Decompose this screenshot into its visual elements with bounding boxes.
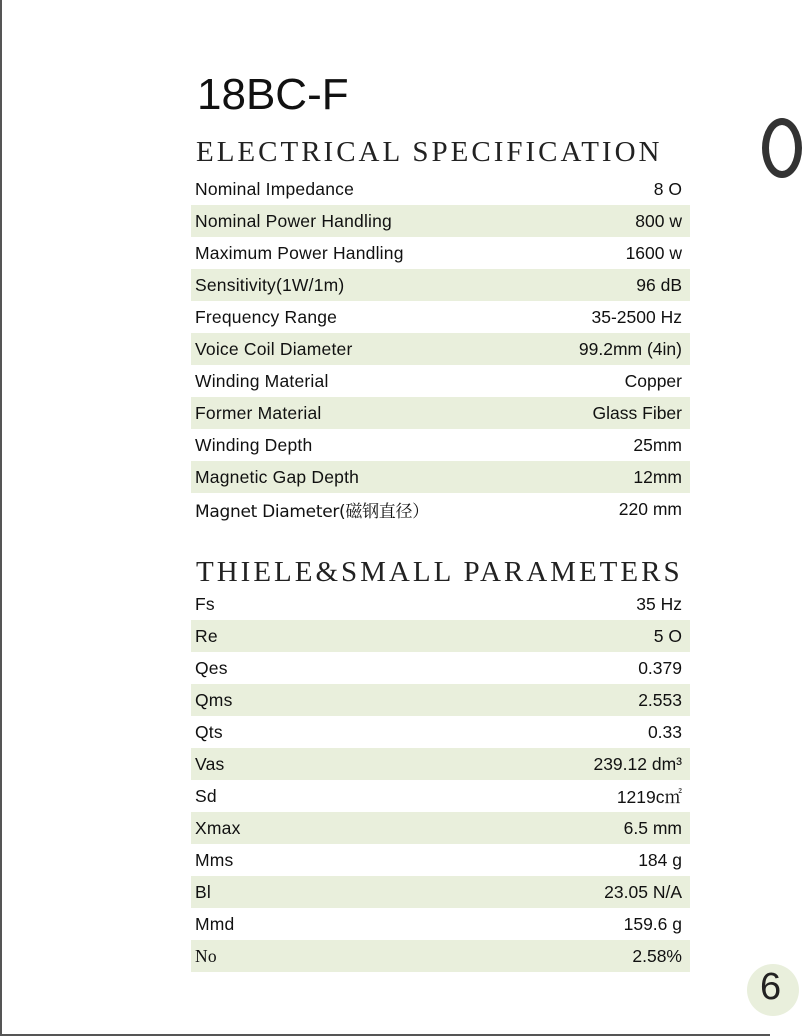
param-label: Qms: [195, 689, 233, 710]
spec-label: Winding Depth: [195, 434, 313, 455]
param-label: Xmax: [195, 817, 241, 838]
param-row-fs: [191, 588, 690, 620]
param-label: Bl: [195, 881, 211, 902]
param-label: Qts: [195, 721, 223, 742]
spec-row-frequency-range: [191, 301, 690, 333]
param-value: 184 g: [638, 849, 682, 870]
param-row-bl: [191, 876, 690, 908]
spec-row-nominal-impedance: [191, 173, 690, 205]
thiele-small-section-title: THIELE&SMALL PARAMETERS: [196, 556, 683, 588]
param-label: No: [195, 945, 217, 966]
spec-row-magnet-diameter: [191, 493, 690, 525]
param-label: Mmd: [195, 913, 235, 934]
param-row-mms: [191, 844, 690, 876]
param-value: 35 Hz: [636, 593, 682, 614]
param-row-qts: [191, 716, 690, 748]
spec-row-voice-coil-diameter: [191, 333, 690, 365]
param-label: Vas: [195, 753, 225, 774]
param-row-mmd: [191, 908, 690, 940]
edge-decoration: [762, 118, 802, 178]
param-value: 0.379: [638, 657, 682, 678]
param-value: 2.553: [638, 689, 682, 710]
spec-value: 99.2mm (4in): [578, 338, 682, 359]
page-border-left: [0, 0, 2, 1036]
param-value: 0.33: [647, 721, 682, 742]
spec-value: 35-2500 Hz: [591, 306, 682, 327]
param-value: 6.5 mm: [623, 817, 682, 838]
param-row-sd: [191, 780, 690, 812]
spec-row-winding-material: [191, 365, 690, 397]
spec-label: Winding Material: [195, 370, 329, 391]
spec-value: 220 mm: [618, 498, 682, 519]
spec-label: Magnetic Gap Depth: [195, 466, 360, 487]
spec-row-sensitivity: [191, 269, 690, 301]
electrical-spec-table: [191, 173, 690, 525]
spec-value: 800 w: [635, 210, 682, 231]
param-value: 239.12 dm³: [593, 753, 682, 774]
spec-label: Maximum Power Handling: [195, 242, 404, 263]
param-label: Mms: [195, 849, 234, 870]
spec-label: Sensitivity(1W/1m): [195, 274, 345, 295]
spec-value: Glass Fiber: [592, 402, 682, 423]
param-value: 159.6 g: [623, 913, 682, 934]
spec-value: 1600 w: [625, 242, 682, 263]
spec-label: Voice Coil Diameter: [195, 338, 353, 359]
param-row-vas: [191, 748, 690, 780]
param-row-qes: [191, 652, 690, 684]
param-row-no: [191, 940, 690, 972]
spec-value: 12mm: [633, 466, 682, 487]
param-label: Re: [195, 625, 218, 646]
param-row-qms: [191, 684, 690, 716]
spec-row-maximum-power-handling: [191, 237, 690, 269]
spec-row-nominal-power-handling: [191, 205, 690, 237]
spec-row-winding-depth: [191, 429, 690, 461]
param-label: Qes: [195, 657, 228, 678]
spec-row-former-material: [191, 397, 690, 429]
spec-label: Nominal Power Handling: [195, 210, 392, 231]
spec-value: 25mm: [633, 434, 682, 455]
spec-label: Former Material: [195, 402, 322, 423]
param-value: 2.58%: [632, 945, 682, 966]
electrical-section-title: ELECTRICAL SPECIFICATION: [196, 136, 663, 168]
param-label: Sd: [195, 785, 217, 806]
spec-label: Nominal Impedance: [195, 178, 355, 199]
param-value: 1219c㎡: [616, 786, 682, 807]
spec-value: 8 O: [653, 178, 682, 199]
param-row-re: [191, 620, 690, 652]
spec-label: Magnet Diameter(磁钢直径）: [195, 501, 429, 522]
thiele-small-table: [191, 588, 690, 972]
spec-row-magnetic-gap-depth: [191, 461, 690, 493]
spec-value: Copper: [624, 370, 682, 391]
spec-value: 96 dB: [636, 274, 682, 295]
page-number: 6: [760, 966, 782, 1008]
param-value: 5 O: [653, 625, 682, 646]
spec-label: Frequency Range: [195, 306, 338, 327]
model-title: 18BC-F: [197, 70, 349, 119]
param-row-xmax: [191, 812, 690, 844]
param-label: Fs: [195, 593, 215, 614]
param-value: 23.05 N/A: [604, 881, 682, 902]
